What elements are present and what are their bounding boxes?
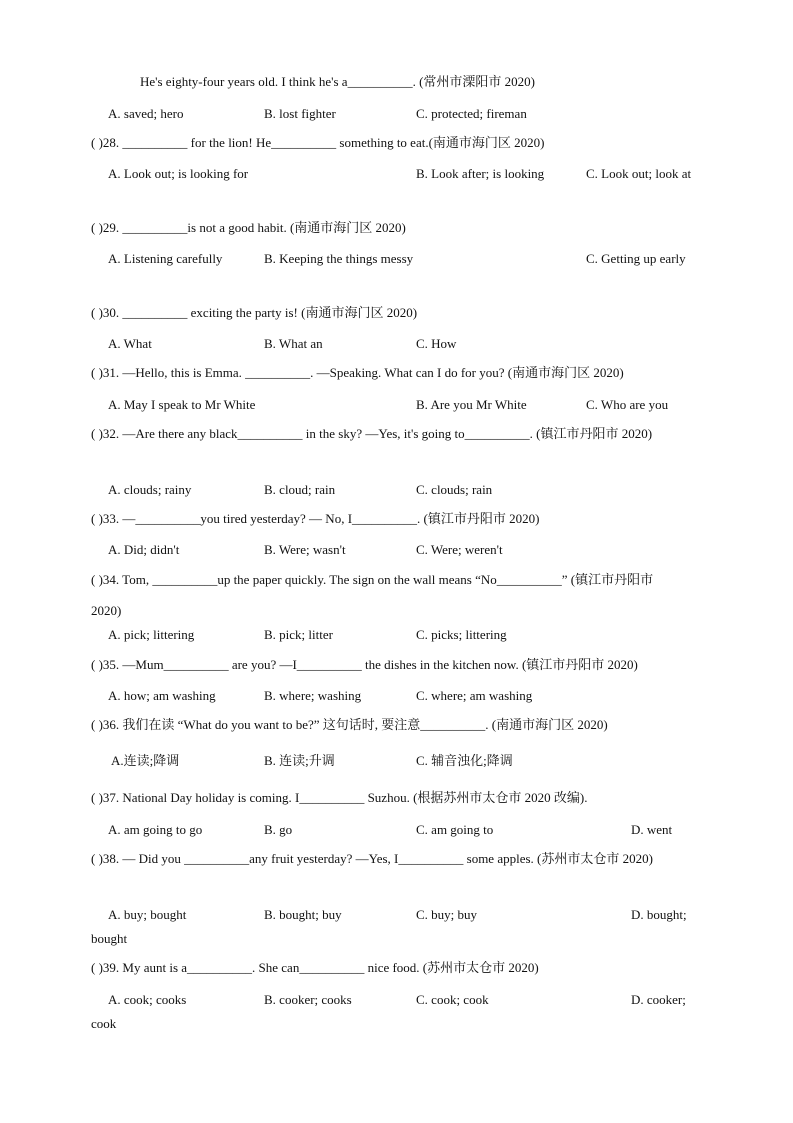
- question-34-stem-continued: 2020): [91, 603, 122, 618]
- question-28-option-b: B. Look after; is looking: [416, 166, 545, 181]
- question-32-stem: ( )32. —Are there any black__________ in the sky? —Yes, it's going to__________. (镇江市丹阳市 2020): [91, 426, 653, 441]
- question-38-option-a: A. buy; bought: [108, 907, 187, 922]
- question-33-option-a: A. Did; didn't: [108, 542, 180, 557]
- question-33-option-c: C. Were; weren't: [416, 542, 503, 557]
- question-38-option-d: D. bought;: [631, 907, 687, 922]
- question-39-stem: ( )39. My aunt is a__________. She can__________ nice food. (苏州市太仓市 2020): [91, 960, 539, 975]
- question-31-stem: ( )31. —Hello, this is Emma. __________. —Speaking. What can I do for you? (南通市海门区 2020): [91, 365, 624, 380]
- question-35-option-b: B. where; washing: [264, 688, 362, 703]
- question-29-option-a: A. Listening carefully: [108, 251, 223, 266]
- question-35-option-a: A. how; am washing: [108, 688, 216, 703]
- question-38-option-b: B. bought; buy: [264, 907, 342, 922]
- question-36-option-c: C. 辅音浊化;降调: [416, 753, 513, 768]
- question-34-option-c: C. picks; littering: [416, 627, 507, 642]
- question-stem: He's eighty-four years old. I think he's a__________. (常州市溧阳市 2020): [140, 74, 535, 89]
- option-b: B. lost fighter: [264, 106, 336, 121]
- question-31-option-a: A. May I speak to Mr White: [108, 397, 256, 412]
- question-35-option-c: C. where; am washing: [416, 688, 533, 703]
- question-39-option-d: D. cooker;: [631, 992, 686, 1007]
- question-33-stem: ( )33. —__________you tired yesterday? — No, I__________. (镇江市丹阳市 2020): [91, 511, 540, 526]
- question-37-option-a: A. am going to go: [108, 822, 203, 837]
- question-38-stem: ( )38. — Did you __________any fruit yesterday? —Yes, I__________ some apples. (苏州市太仓市 2020): [91, 851, 653, 866]
- question-32-option-b: B. cloud; rain: [264, 482, 336, 497]
- question-37-option-c: C. am going to: [416, 822, 494, 837]
- question-30-option-a: A. What: [108, 336, 152, 351]
- question-39-option-b: B. cooker; cooks: [264, 992, 352, 1007]
- question-37-option-d: D. went: [631, 822, 673, 837]
- question-36-option-a: A.连读;降调: [111, 753, 180, 768]
- option-c: C. protected; fireman: [416, 106, 527, 121]
- question-38-option-d-continued: bought: [91, 931, 128, 946]
- question-39-option-d-continued: cook: [91, 1016, 117, 1031]
- question-29-stem: ( )29. __________is not a good habit. (南通市海门区 2020): [91, 220, 406, 235]
- question-30-option-c: C. How: [416, 336, 457, 351]
- question-28-option-a: A. Look out; is looking for: [108, 166, 249, 181]
- question-34-stem: ( )34. Tom, __________up the paper quickly. The sign on the wall means “No__________” (镇江市丹阳市: [91, 572, 654, 587]
- question-29-option-c: C. Getting up early: [586, 251, 686, 266]
- question-38-option-c: C. buy; buy: [416, 907, 478, 922]
- question-36-option-b: B. 连读;升调: [264, 753, 335, 768]
- question-36-stem: ( )36. 我们在读 “What do you want to be?” 这句话时, 要注意__________. (南通市海门区 2020): [91, 717, 608, 732]
- question-33-option-b: B. Were; wasn't: [264, 542, 346, 557]
- question-31-option-c: C. Who are you: [586, 397, 669, 412]
- question-37-option-b: B. go: [264, 822, 293, 837]
- option-a: A. saved; hero: [108, 106, 184, 121]
- question-34-option-b: B. pick; litter: [264, 627, 333, 642]
- question-30-option-b: B. What an: [264, 336, 323, 351]
- question-37-stem: ( )37. National Day holiday is coming. I__________ Suzhou. (根据苏州市太仓市 2020 改编).: [91, 790, 588, 805]
- question-30-stem: ( )30. __________ exciting the party is! (南通市海门区 2020): [91, 305, 418, 320]
- question-35-stem: ( )35. —Mum__________ are you? —I__________ the dishes in the kitchen now. (镇江市丹阳市 2020): [91, 657, 638, 672]
- question-32-option-c: C. clouds; rain: [416, 482, 493, 497]
- question-31-option-b: B. Are you Mr White: [416, 397, 527, 412]
- question-32-option-a: A. clouds; rainy: [108, 482, 192, 497]
- question-34-option-a: A. pick; littering: [108, 627, 195, 642]
- question-28-option-c: C. Look out; look at: [586, 166, 692, 181]
- question-39-option-a: A. cook; cooks: [108, 992, 187, 1007]
- question-29-option-b: B. Keeping the things messy: [264, 251, 414, 266]
- question-28-stem: ( )28. __________ for the lion! He__________ something to eat.(南通市海门区 2020): [91, 135, 545, 150]
- question-39-option-c: C. cook; cook: [416, 992, 489, 1007]
